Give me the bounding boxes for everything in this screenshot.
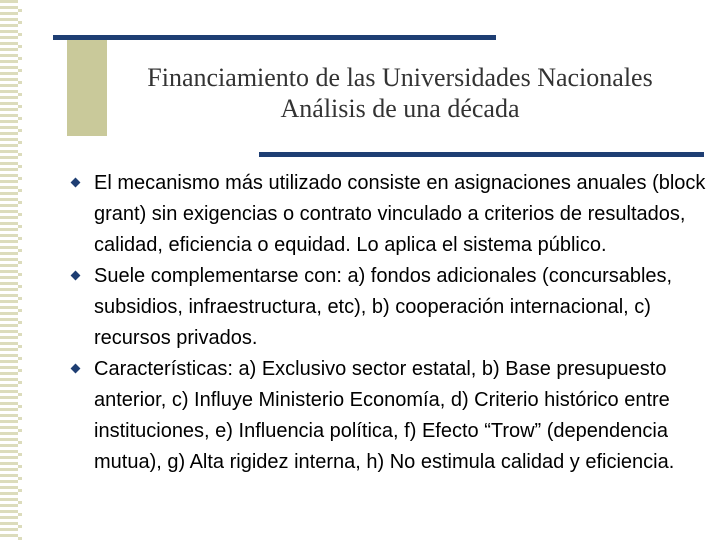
decorative-stripe-strip (0, 0, 22, 540)
diamond-bullet-icon (71, 178, 81, 188)
bullet-item (68, 354, 708, 478)
bullet-item (68, 168, 708, 261)
bullet-list (68, 168, 708, 478)
bullet-text: Características: a) Exclusivo sector estatal, b) Base presupuesto anterior, c) Influye Ministerio Economía, d) Criterio histórico entre instituciones, e) Influencia política, f) Efecto “Trow” (dependencia mutua), g) Alta rigidez interna, h) No estimula calidad y eficiencia. (94, 358, 675, 473)
slide-title (80, 62, 720, 124)
title-top-rule (53, 35, 496, 40)
bullet-text: Suele complementarse con: a) fondos adicionales (concursables, subsidios, infraestructura, etc), b) cooperación internacional, c) recursos privados. (94, 265, 673, 349)
slide-title-line-2: Análisis de una década (280, 94, 520, 123)
bullet-item (68, 261, 708, 354)
slide-title-line-1: Financiamiento de las Universidades Nacionales (147, 63, 653, 92)
bullet-text: El mecanismo más utilizado consiste en asignaciones anuales (block grant) sin exigencias o contrato vinculado a criterios de resultados, calidad, eficiencia o equidad. Lo aplica el sistema público. (94, 172, 706, 256)
diamond-bullet-icon (71, 271, 81, 281)
title-bottom-rule (259, 152, 704, 157)
diamond-bullet-icon (71, 364, 81, 374)
